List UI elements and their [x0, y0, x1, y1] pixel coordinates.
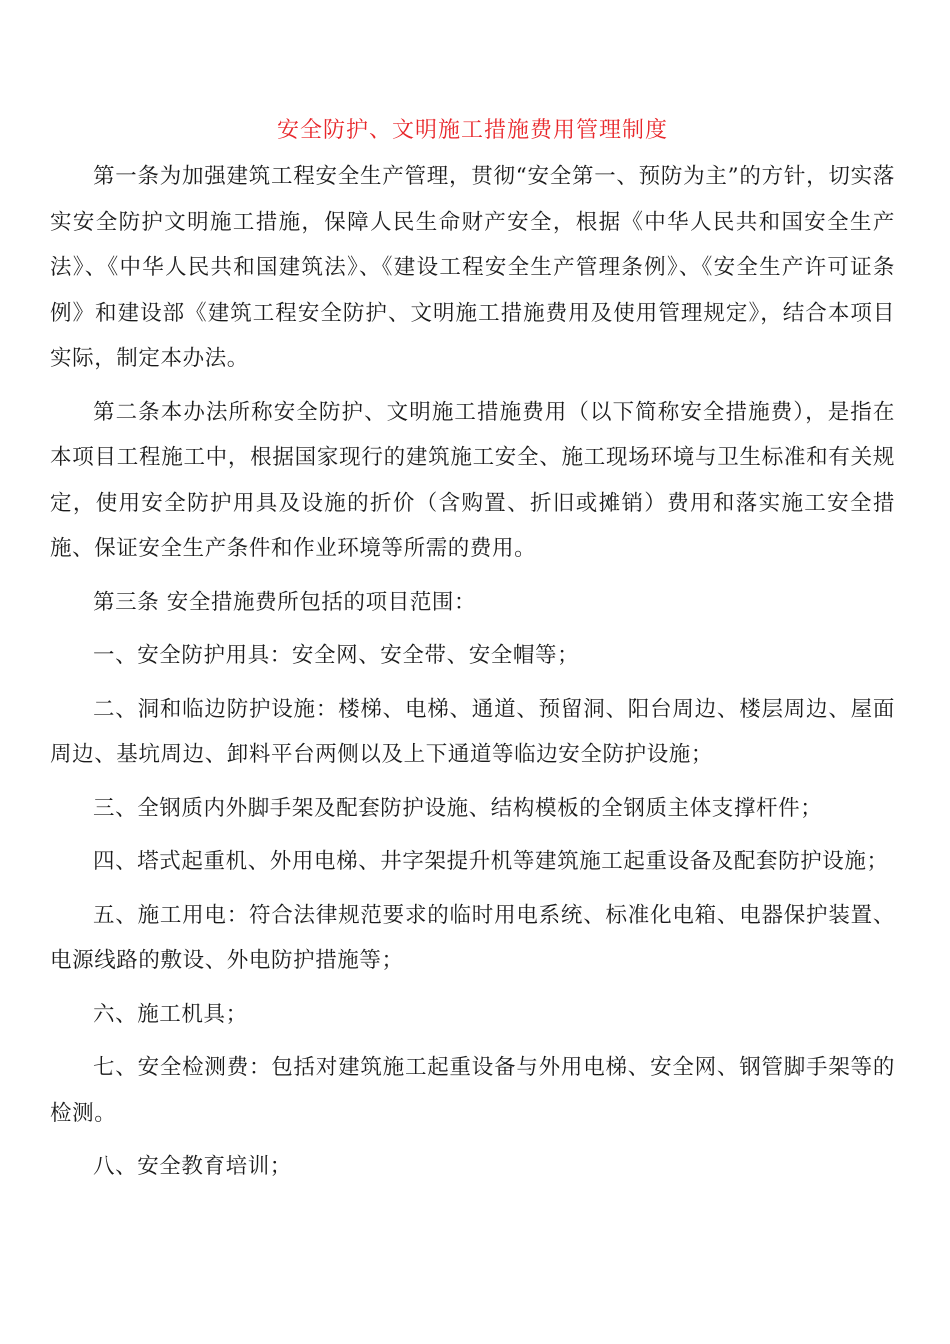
- list-item-8: 八、安全教育培训；: [93, 1154, 292, 1179]
- list-item-4: 四、塔式起重机、外用电梯、井字架提升机等建筑施工起重设备及配套防护设施；: [93, 849, 889, 874]
- list-item-2: 二、洞和临边防护设施：楼梯、电梯、通道、预留洞、阳台周边、楼层周边、屋面周边、基坑周边、卸料平台两侧以及上下通道等临边安全防护设施；: [50, 696, 895, 767]
- paragraph-article-2: 第二条本办法所称安全防护、文明施工措施费用（以下简称安全措施费），是指在本项目工程施工中，根据国家现行的建筑施工安全、施工现场环境与卫生标准和有关规定，使用安全防护用具及设施的折价（含购置、折旧或摊销）费用和落实施工安全措施、保证安全生产条件和作业环境等所需的费用。: [50, 399, 895, 561]
- paragraph-article-3: 第三条 安全措施费所包括的项目范围：: [93, 589, 477, 615]
- document-page: [50, 108, 895, 1190]
- list-item-7: 七、安全检测费：包括对建筑施工起重设备与外用电梯、安全网、钢管脚手架等的检测。: [50, 1055, 895, 1126]
- document-title: 安全防护、文明施工措施费用管理制度: [276, 118, 668, 143]
- paragraph-article-1: 第一条为加强建筑工程安全生产管理，贯彻“安全第一、预防为主”的方针，切实落实安全防护文明施工措施，保障人民生命财产安全，根据《中华人民共和国安全生产法》、《中华人民共和国建筑法》、《建设工程安全生产管理条例》、《安全生产许可证条例》和建设部《建筑工程安全防护、文明施工措施费用及使用管理规定》，结合本项目实际，制定本办法。: [50, 164, 895, 371]
- list-item-3: 三、全钢质内外脚手架及配套防护设施、结构模板的全钢质主体支撑杆件；: [93, 795, 823, 821]
- list-item-1: 一、安全防护用具：安全网、安全带、安全帽等；: [93, 643, 580, 668]
- list-item-5: 五、施工用电：符合法律规范要求的临时用电系统、标准化电箱、电器保护装置、电源线路的敷设、外电防护措施等；: [50, 902, 895, 973]
- list-item-6: 六、施工机具；: [93, 1001, 248, 1027]
